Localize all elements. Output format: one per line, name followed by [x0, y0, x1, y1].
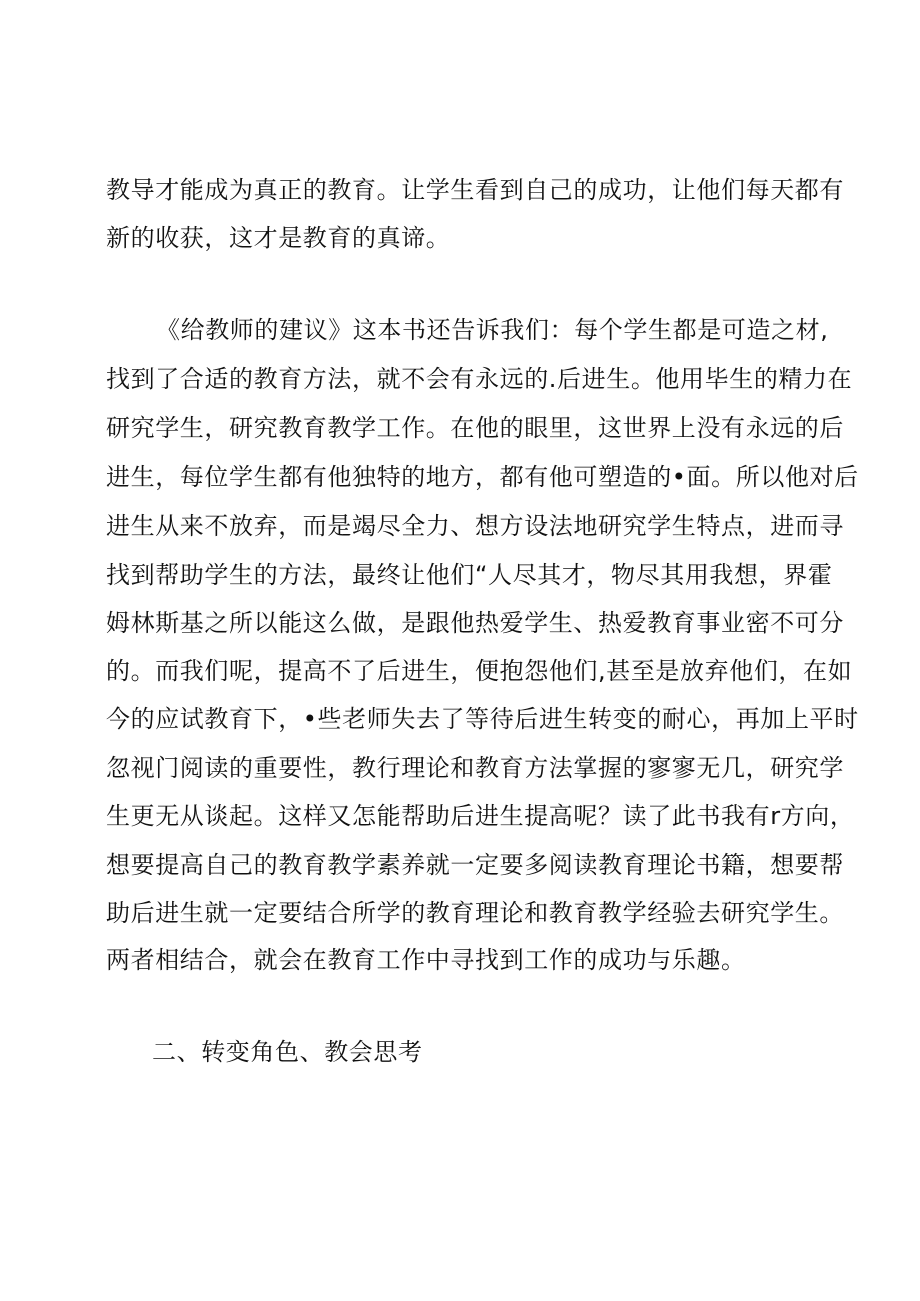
- text-line: 《给教师的建议》这本书还告诉我们：每个学生都是可造之材,: [156, 316, 829, 344]
- text-line: 生更无从谈起。这样又怎能帮助后进生提高呢？读了此书我有r方向，: [106, 802, 855, 830]
- text-line: 教导才能成为真正的教育。让学生看到自己的成功，让他们每天都有: [106, 176, 844, 204]
- text-line: 找到帮助学生的方法，最终让他们“人尽其才，物尽其用我想，界霍: [106, 561, 833, 589]
- text-line: 助后进生就一定要结合所学的教育理论和教育教学经验去研究学生。: [106, 899, 844, 927]
- text-line: 想要提高自己的教育教学素养就一定要多阅读教育理论书籍，想要帮: [106, 851, 844, 879]
- text-line: 的。而我们呢，提高不了后进生，便抱怨他们,甚至是放弃他们，在如: [106, 657, 853, 685]
- text-line: 今的应试教育下，•些老师失去了等待后进生转变的耐心，再加上平时: [106, 705, 859, 733]
- text-line: 进生，每位学生都有他独特的地方，都有他可塑造的•面。所以他对后: [106, 463, 859, 491]
- text-line: 两者相结合，就会在教育工作中寻找到工作的成功与乐趣。: [106, 946, 746, 974]
- text-line: 研究学生，研究教育教学工作。在他的眼里，这世界上没有永远的后: [106, 414, 844, 442]
- section-heading: 二、转变角色、教会思考: [152, 1038, 423, 1066]
- text-line: 新的收获，这才是教育的真谛。: [106, 224, 451, 252]
- text-line: 进生从来不放弃，而是竭尽全力、想方设法地研究学生特点，进而寻: [106, 512, 844, 540]
- text-line: 找到了合适的教育方法，就不会有永远的.后进生。他用毕生的精力在: [106, 365, 853, 393]
- text-line: 姆林斯基之所以能这么做，是跟他热爱学生、热爱教育事业密不可分: [106, 609, 844, 637]
- text-line: 忽视门阅读的重要性，教行理论和教育方法掌握的寥寥无几，研究学: [106, 754, 844, 782]
